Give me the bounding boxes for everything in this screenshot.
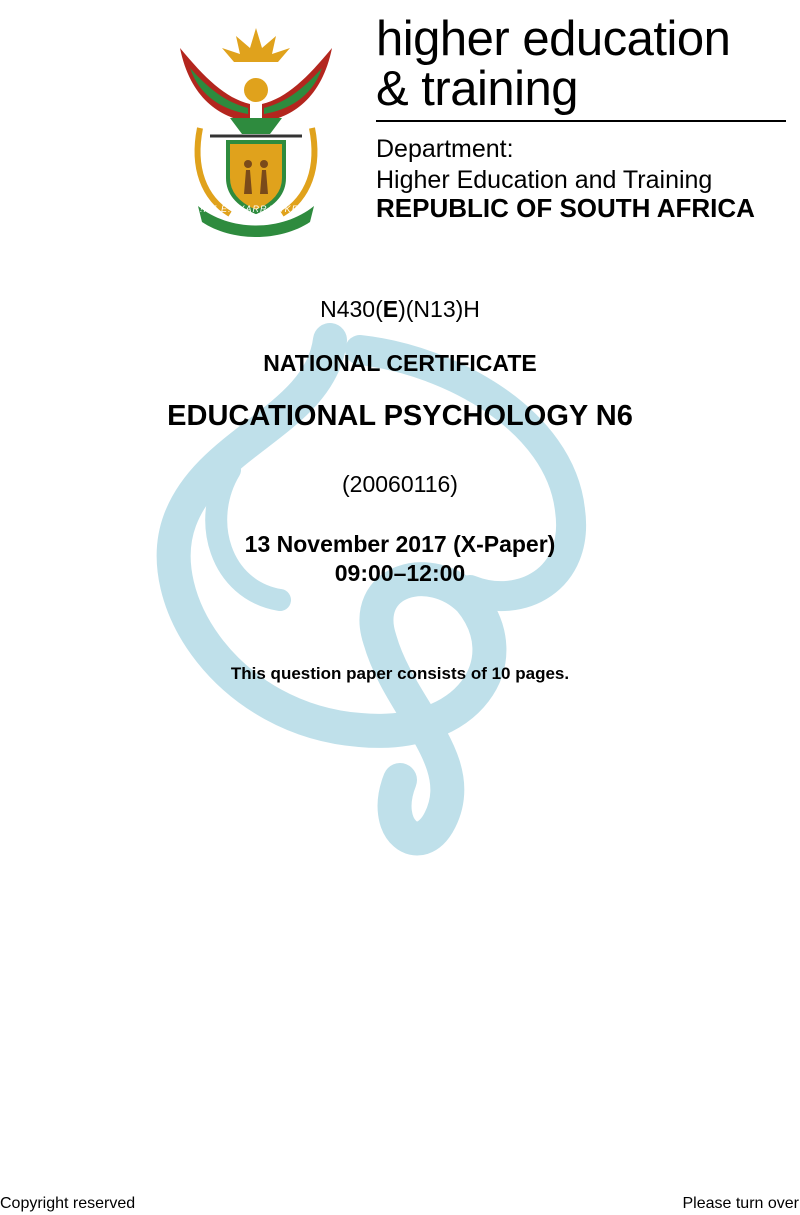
brand-line-2: & training: [376, 62, 579, 116]
crest-motto: !KE E: /XARRA //KE: [200, 204, 299, 214]
brand-line-1: higher education: [376, 12, 731, 66]
certificate-title: NATIONAL CERTIFICATE: [263, 350, 537, 376]
department-label: Department:: [376, 135, 514, 163]
brand-divider: [376, 120, 786, 122]
paper-code: [0, 296, 800, 323]
paper-code-prefix: N430(: [320, 296, 383, 322]
turn-over-note: Please turn over: [682, 1195, 799, 1212]
exam-date: 13 November 2017 (X-Paper): [244, 531, 556, 557]
paper-code-suffix: )(N13)H: [398, 296, 480, 322]
subject-code: (20060116): [342, 471, 458, 497]
copyright-notice: Copyright reserved: [0, 1195, 136, 1212]
page-count-note: This question paper consists of 10 pages.: [230, 664, 570, 683]
paper-code-language: E: [382, 296, 399, 322]
department-block: [376, 134, 712, 196]
exam-time: 09:00–12:00: [334, 560, 466, 586]
country-name: REPUBLIC OF SOUTH AFRICA: [376, 193, 755, 223]
brand-wordmark: [376, 14, 730, 114]
department-name: Higher Education and Training: [376, 166, 713, 194]
subject-title: EDUCATIONAL PSYCHOLOGY N6: [167, 400, 633, 432]
